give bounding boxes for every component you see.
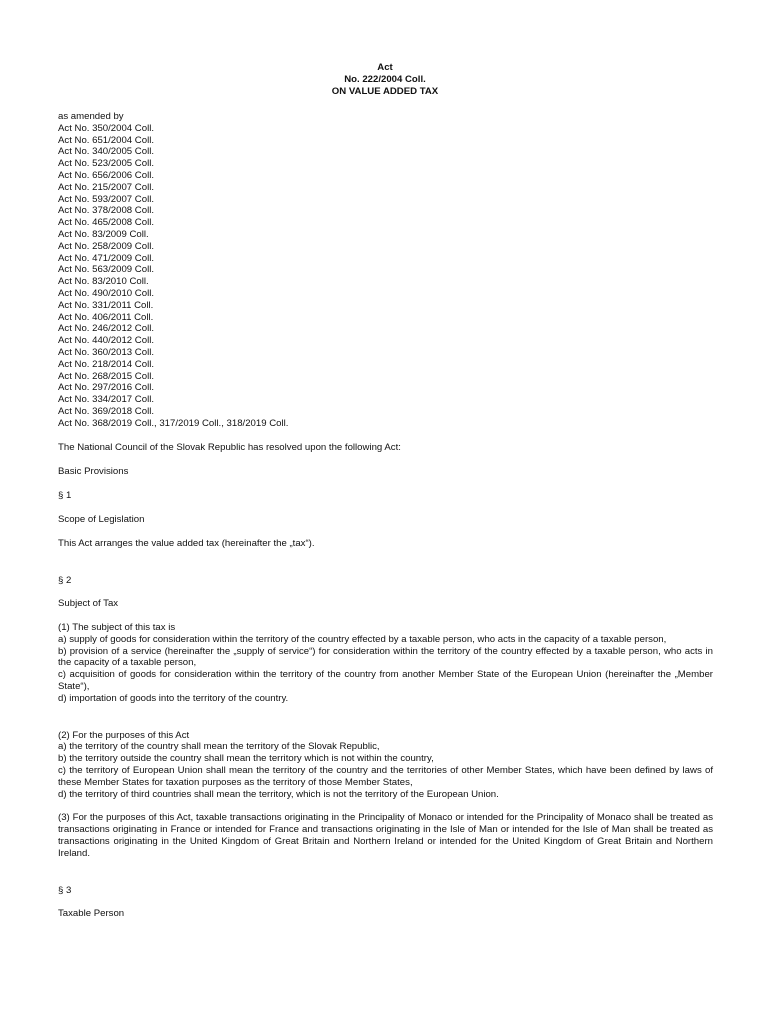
paragraph-item: a) the territory of the country shall mean the territory of the Slovak Republic, xyxy=(58,741,380,753)
amendment-item: Act No. 83/2009 Coll. xyxy=(58,228,149,240)
amendment-item: Act No. 350/2004 Coll. xyxy=(58,122,154,134)
amendment-item: Act No. 651/2004 Coll. xyxy=(58,134,154,146)
amendment-item: Act No. 331/2011 Coll. xyxy=(58,299,154,311)
paragraph-intro: (2) For the purposes of this Act xyxy=(58,729,190,741)
amendment-item: Act No. 406/2011 Coll. xyxy=(58,311,154,323)
amendment-item: Act No. 563/2009 Coll. xyxy=(58,264,154,276)
amendment-item: Act No. 268/2015 Coll. xyxy=(58,370,154,382)
section-1-number: § 1 xyxy=(58,490,72,502)
amendment-item: Act No. 369/2018 Coll. xyxy=(58,405,154,417)
amended-intro: as amended by xyxy=(58,111,124,122)
section-2-paragraph-2 xyxy=(58,730,713,801)
amendment-item: Act No. 334/2017 Coll. xyxy=(58,394,154,406)
amendment-item: Act No. 440/2012 Coll. xyxy=(58,335,154,347)
amendment-item: Act No. 258/2009 Coll. xyxy=(58,240,154,252)
amendment-item: Act No. 465/2008 Coll. xyxy=(58,217,154,229)
amendment-item: Act No. 378/2008 Coll. xyxy=(58,205,154,217)
amendment-item: Act No. 215/2007 Coll. xyxy=(58,181,154,193)
title-line-number: No. 222/2004 Coll. xyxy=(344,74,426,85)
document-title xyxy=(0,62,770,98)
basic-provisions-heading: Basic Provisions xyxy=(58,466,129,478)
section-2-paragraph-1 xyxy=(58,622,713,705)
amendment-item: Act No. 523/2005 Coll. xyxy=(58,158,154,170)
resolution-text: The National Council of the Slovak Republic has resolved upon the following Act: xyxy=(58,441,401,453)
paragraph-item: b) the territory outside the country shall mean the territory which is not within the country, xyxy=(58,753,434,765)
section-3-number: § 3 xyxy=(58,884,72,896)
amendment-item: Act No. 490/2010 Coll. xyxy=(58,287,154,299)
paragraph-intro: (1) The subject of this tax is xyxy=(58,622,176,634)
title-line-subject: ON VALUE ADDED TAX xyxy=(331,86,439,97)
paragraph-item: d) importation of goods into the territory of the country. xyxy=(58,692,289,704)
amendment-item: Act No. 593/2007 Coll. xyxy=(58,193,154,205)
section-3-heading: Taxable Person xyxy=(58,908,125,920)
paragraph-item: c) the territory of European Union shall mean the territory of the country and the territories of other Member States, which have been defined by laws of these Member States for taxation purposes as the territory of those Member States, xyxy=(58,765,713,788)
document-body xyxy=(58,111,713,920)
amendment-item: Act No. 218/2014 Coll. xyxy=(58,358,154,370)
section-2-paragraph-3: (3) For the purposes of this Act, taxable transactions originating in the Principality of Monaco or intended for the Principality of Monaco shall be treated as transactions originating in France or intended for France and transactions originating in the Isle of Man or intended for the Isle of Man shall be treated as transactions originating in the United Kingdom of Great Britain and Northern Ireland or intended for the United Kingdom of Great Britain and Northern Ireland. xyxy=(58,812,713,859)
section-1-heading: Scope of Legislation xyxy=(58,513,145,525)
section-2-heading: Subject of Tax xyxy=(58,598,119,610)
amendment-item: Act No. 340/2005 Coll. xyxy=(58,146,154,158)
amendment-list xyxy=(58,123,713,430)
paragraph-item: b) provision of a service (hereinafter the „supply of service“) for consideration within the territory of the country effected by a taxable person, who acts in the capacity of a taxable person, xyxy=(58,645,713,669)
amendment-item: Act No. 368/2019 Coll., 317/2019 Coll., 318/2019 Coll. xyxy=(58,417,289,429)
amendment-item: Act No. 471/2009 Coll. xyxy=(58,252,154,264)
amendment-item: Act No. 246/2012 Coll. xyxy=(58,323,154,335)
section-1-text: This Act arranges the value added tax (hereinafter the „tax“). xyxy=(58,537,315,549)
amendment-item: Act No. 83/2010 Coll. xyxy=(58,276,149,288)
amendment-item: Act No. 297/2016 Coll. xyxy=(58,382,154,394)
title-line-act: Act xyxy=(377,62,393,73)
section-2-number: § 2 xyxy=(58,574,72,586)
paragraph-item: c) acquisition of goods for consideration within the territory of the country from another Member State of the European Union (hereinafter the „Member State“), xyxy=(58,669,713,693)
paragraph-item: d) the territory of third countries shall mean the territory, which is not the territory of the European Union. xyxy=(58,788,499,800)
amendment-item: Act No. 360/2013 Coll. xyxy=(58,346,154,358)
amendment-item: Act No. 656/2006 Coll. xyxy=(58,169,154,181)
paragraph-item: a) supply of goods for consideration within the territory of the country effected by a taxable person, who acts in the capacity of a taxable person, xyxy=(58,633,667,645)
